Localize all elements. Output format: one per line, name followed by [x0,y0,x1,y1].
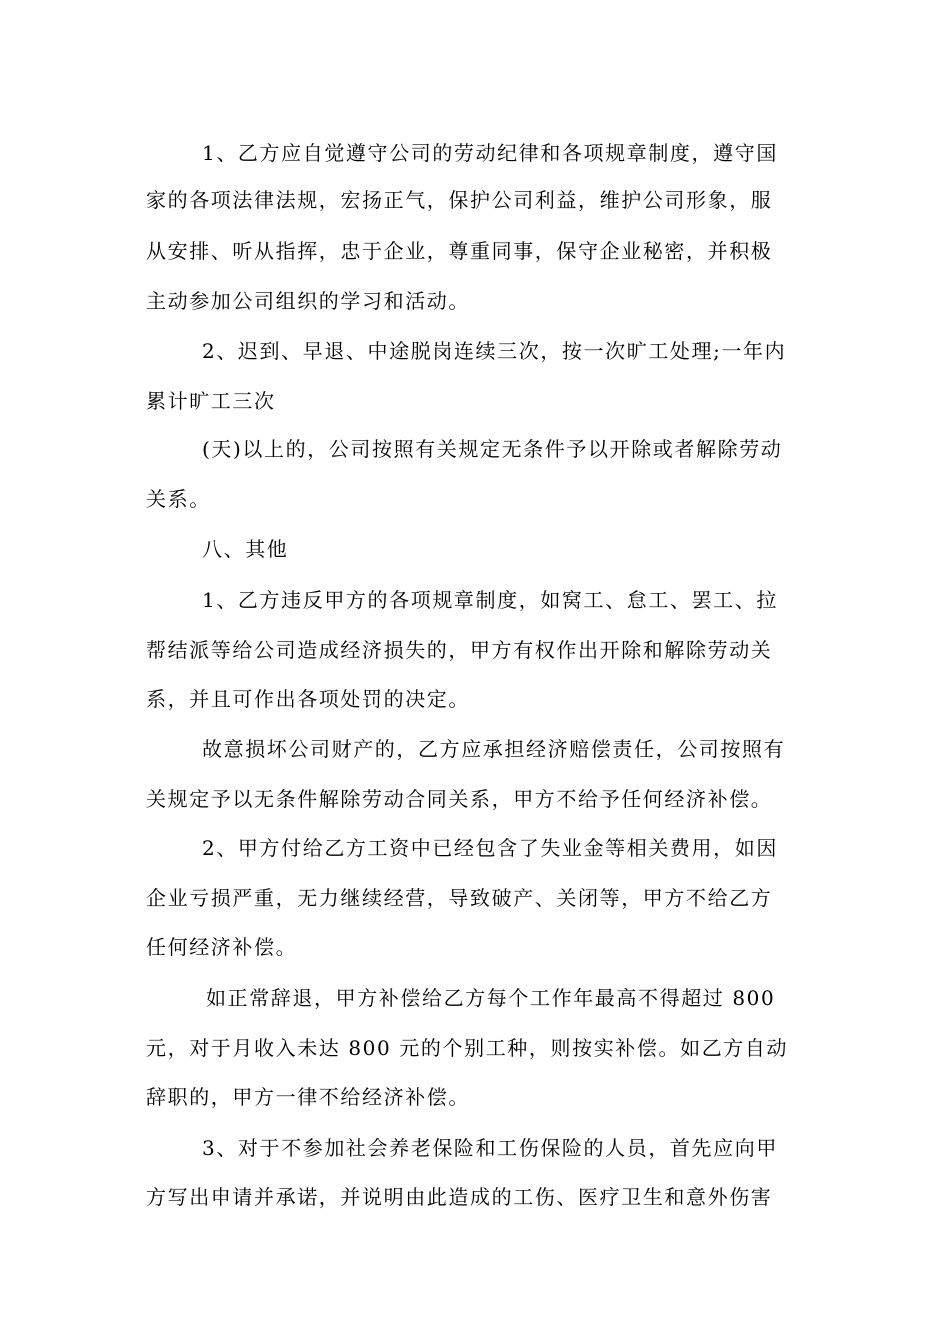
paragraph-line: 任何经济补偿。 [146,935,298,959]
paragraph-line: 从安排、听从指挥，忠于企业，尊重同事，保守企业秘密，并积极 [146,239,773,263]
paragraph-line: 企业亏损严重，无力继续经营，导致破产、关闭等，甲方不给乙方 [146,886,773,910]
paragraph-line: 2、甲方付给乙方工资中已经包含了失业金等相关费用，如因 [202,836,778,860]
paragraph-line: 1、乙方违反甲方的各项规章制度，如窝工、怠工、罢工、拉 [202,588,778,612]
paragraph-line: 累计旷工三次 [146,389,276,413]
paragraph-line: 主动参加公司组织的学习和活动。 [146,289,470,313]
paragraph-line: 关系。 [146,487,211,511]
paragraph-line: 故意损坏公司财产的，乙方应承担经济赔偿责任，公司按照有 [202,737,786,761]
paragraph-line: 3、对于不参加社会养老保险和工伤保险的人员，首先应向甲 [202,1136,778,1160]
paragraph-line: 系，并且可作出各项处罚的决定。 [146,687,470,711]
paragraph-line: 元，对于月收入未达 800 元的个别工种，则按实补偿。如乙方自动 [146,1036,789,1060]
paragraph-line: 家的各项法律法规，宏扬正气，保护公司利益，维护公司形象，服 [146,188,773,212]
section-heading: 八、其他 [202,537,289,561]
paragraph-line: 1、乙方应自觉遵守公司的劳动纪律和各项规章制度，遵守国 [202,141,778,165]
paragraph-line: 方写出申请并承诺，并说明由此造成的工伤、医疗卫生和意外伤害 [146,1185,773,1209]
paragraph-line: 如正常辞退，甲方补偿给乙方每个工作年最高不得超过 800 [206,986,776,1010]
paragraph-line: (天)以上的，公司按照有关规定无条件予以开除或者解除劳动 [202,437,783,461]
paragraph-line: 帮结派等给公司造成经济损失的，甲方有权作出开除和解除劳动关 [146,638,773,662]
paragraph-line: 关规定予以无条件解除劳动合同关系，甲方不给予任何经济补偿。 [146,787,773,811]
paragraph-line: 辞职的，甲方一律不给经济补偿。 [146,1085,470,1109]
paragraph-line: 2、迟到、早退、中途脱岗连续三次，按一次旷工处理;一年内 [202,339,787,363]
